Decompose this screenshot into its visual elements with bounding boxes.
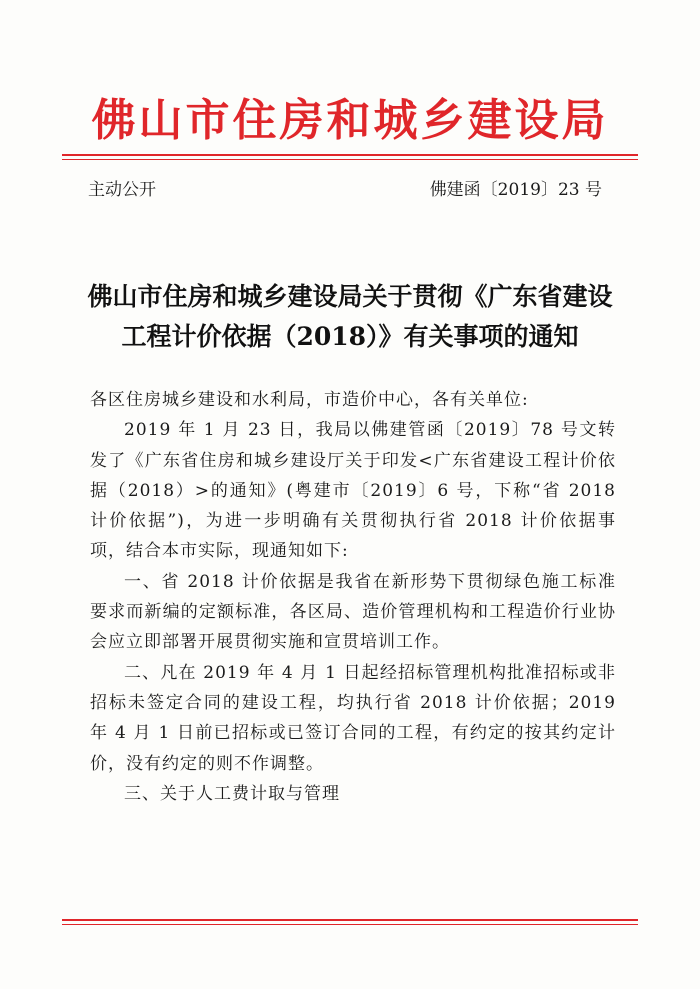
org-name-heading: 佛山市住房和城乡建设局 xyxy=(91,95,609,146)
item-2-paragraph: 二、凡在 2019 年 4 月 1 日起经招标管理机构批准招标或非招标未签定合同的建设工程，均执行省 2018 计价依据；2019 年 4 月 1 日前已招标或已签订合同的工程，有约定的按其约定计价，没有约定的则不作调整。 xyxy=(90,662,616,774)
header-rule-thick xyxy=(62,154,638,156)
intro-paragraph: 2019 年 1 月 23 日，我局以佛建管函〔2019〕78 号文转发了《广东省住房和城乡建设厅关于印发<广东省建设工程计价依据（2018）>的通知》(粤建市〔2019〕6 号，下称“省 2018 计价依据”)，为进一步明确有关贯彻执行省 2018 计价依据事项，结合本市实际，现通知如下: xyxy=(90,420,616,562)
notice-title-line-1: 佛山市住房和城乡建设局关于贯彻《广东省建设 xyxy=(87,282,613,311)
addressee-paragraph: 各区住房城乡建设和水利局，市造价中心，各有关单位: xyxy=(90,390,529,410)
item-1-paragraph: 一、省 2018 计价依据是我省在新形势下贯彻绿色施工标准要求而新编的定额标准，各区局、造价管理机构和工程造价行业协会应立即部署开展贯彻实施和宣贯培训工作。 xyxy=(90,571,616,653)
notice-title xyxy=(72,277,628,357)
document-number: 佛建函〔2019〕23 号 xyxy=(429,180,602,200)
footer-rule-thin xyxy=(62,924,638,925)
disclosure-label: 主动公开 xyxy=(88,180,156,200)
footer-rule-thick xyxy=(62,919,638,921)
notice-title-line-2: 工程计价依据（2018）》有关事项的通知 xyxy=(121,322,579,351)
header-rule-thin xyxy=(62,159,638,160)
item-3-paragraph: 三、关于人工费计取与管理 xyxy=(124,783,340,804)
notice-body xyxy=(90,385,616,809)
